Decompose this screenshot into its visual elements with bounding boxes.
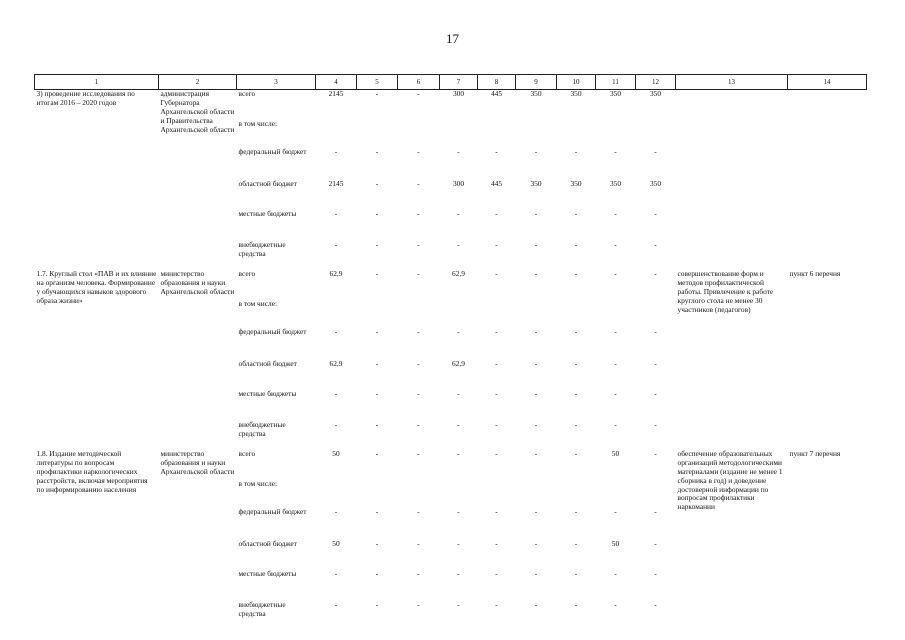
value-cell: -: [614, 327, 617, 336]
value-cell: -: [534, 147, 538, 156]
reference-cell: пункт 6 перечня: [789, 269, 841, 278]
value-cell: [357, 120, 398, 148]
value-cell: [478, 120, 516, 148]
value-cell: -: [334, 600, 338, 609]
executor-cell: министерство образования и науки Архангельской области: [160, 449, 235, 476]
value-cell: -: [417, 240, 420, 249]
value-cell: -: [654, 327, 657, 336]
value-cell: -: [614, 600, 617, 609]
value-cell: 62,9: [329, 359, 343, 368]
value-cell: -: [375, 147, 379, 156]
funding-source-cell: местные бюджеты: [238, 209, 297, 218]
column-header: 10: [557, 75, 596, 90]
value-cell: -: [457, 327, 460, 336]
funding-source-cell: всего: [238, 449, 256, 458]
value-cell: -: [574, 147, 578, 156]
funding-source-cell: местные бюджеты: [238, 569, 297, 578]
value-cell: -: [457, 240, 460, 249]
value-cell: -: [334, 569, 338, 578]
value-cell: -: [457, 209, 460, 218]
value-cell: -: [417, 389, 420, 398]
value-cell: 350: [570, 179, 582, 188]
value-cell: -: [574, 359, 578, 368]
result-cell: совершенствование форм и методов профилактической работы. Привлечение к работе круглого стола не менее 30 участников (педагогов): [677, 269, 774, 314]
value-cell: 50: [611, 539, 620, 548]
value-cell: -: [457, 147, 460, 156]
value-cell: -: [614, 209, 617, 218]
value-cell: -: [534, 359, 538, 368]
value-cell: -: [495, 359, 498, 368]
value-cell: -: [457, 539, 460, 548]
value-cell: -: [654, 209, 657, 218]
value-cell: [398, 300, 440, 328]
value-cell: -: [334, 209, 338, 218]
value-cell: -: [495, 600, 498, 609]
value-cell: -: [417, 359, 420, 368]
value-cell: -: [375, 420, 379, 429]
table-row: [35, 90, 867, 121]
value-cell: -: [574, 507, 578, 516]
value-cell: -: [417, 269, 420, 278]
funding-source-cell: в том числе:: [238, 119, 278, 128]
value-cell: -: [375, 539, 379, 548]
value-cell: -: [654, 569, 657, 578]
value-cell: -: [457, 449, 460, 458]
value-cell: -: [417, 147, 420, 156]
value-cell: [516, 480, 557, 508]
value-cell: [316, 300, 357, 328]
value-cell: -: [375, 240, 379, 249]
column-header: 14: [788, 75, 867, 90]
table-body: [35, 90, 867, 631]
value-cell: -: [654, 240, 657, 249]
value-cell: -: [574, 600, 578, 609]
value-cell: -: [614, 147, 617, 156]
value-cell: 350: [649, 179, 662, 188]
value-cell: 445: [490, 89, 503, 98]
value-cell: [516, 120, 557, 148]
value-cell: -: [495, 327, 498, 336]
value-cell: 350: [609, 89, 622, 98]
reference-cell: [788, 90, 867, 271]
value-cell: -: [417, 569, 420, 578]
funding-source-cell: всего: [238, 269, 256, 278]
column-header: 5: [357, 75, 398, 90]
value-cell: -: [495, 569, 498, 578]
value-cell: 62,9: [452, 359, 465, 368]
column-header: 6: [398, 75, 440, 90]
measure-cell: 1.7. Круглый стол «ПАВ и их влияние на организм человека. Формирование у обучающихся навыков здорового образа жизни»: [36, 269, 157, 305]
value-cell: -: [417, 600, 420, 609]
value-cell: 62,9: [329, 269, 343, 278]
value-cell: -: [334, 507, 338, 516]
value-cell: 350: [530, 89, 542, 98]
value-cell: 350: [570, 89, 582, 98]
value-cell: -: [495, 539, 498, 548]
value-cell: [636, 480, 676, 508]
value-cell: 50: [332, 539, 340, 548]
value-cell: -: [534, 420, 538, 429]
value-cell: -: [457, 600, 460, 609]
value-cell: -: [375, 359, 379, 368]
value-cell: [440, 300, 478, 328]
value-cell: [557, 120, 596, 148]
header-row: [35, 75, 867, 90]
value-cell: -: [417, 89, 420, 98]
value-cell: 350: [530, 179, 542, 188]
value-cell: 300: [452, 179, 465, 188]
value-cell: [596, 480, 636, 508]
value-cell: -: [654, 420, 657, 429]
column-header: 12: [636, 75, 676, 90]
value-cell: -: [334, 389, 338, 398]
value-cell: -: [495, 420, 498, 429]
funding-source-cell: областной бюджет: [238, 539, 297, 548]
page-number: 17: [446, 31, 459, 46]
value-cell: -: [334, 327, 338, 336]
value-cell: -: [417, 209, 420, 218]
value-cell: -: [654, 389, 657, 398]
column-header: 13: [676, 75, 788, 90]
value-cell: 300: [452, 89, 465, 98]
value-cell: -: [534, 449, 538, 458]
funding-source-cell: местные бюджеты: [238, 389, 297, 398]
value-cell: -: [574, 539, 578, 548]
value-cell: 445: [490, 179, 503, 188]
value-cell: -: [375, 269, 379, 278]
value-cell: -: [495, 209, 498, 218]
value-cell: -: [654, 269, 657, 278]
value-cell: [557, 300, 596, 328]
value-cell: -: [375, 600, 379, 609]
value-cell: -: [417, 539, 420, 548]
funding-source-cell: в том числе:: [238, 479, 278, 488]
value-cell: 62,9: [452, 269, 465, 278]
funding-source-cell: всего: [238, 89, 256, 98]
value-cell: 350: [649, 89, 662, 98]
value-cell: -: [457, 507, 460, 516]
value-cell: -: [375, 507, 379, 516]
value-cell: -: [375, 327, 379, 336]
column-header: 3: [237, 75, 316, 90]
value-cell: -: [534, 209, 538, 218]
value-cell: -: [534, 600, 538, 609]
value-cell: -: [534, 507, 538, 516]
value-cell: -: [574, 269, 578, 278]
value-cell: [357, 300, 398, 328]
value-cell: -: [375, 89, 379, 98]
value-cell: 2145: [328, 89, 344, 98]
value-cell: [596, 300, 636, 328]
value-cell: [516, 300, 557, 328]
value-cell: -: [574, 389, 578, 398]
funding-source-cell: федеральный бюджет: [238, 507, 307, 516]
column-header: 4: [316, 75, 357, 90]
reference-cell: пункт 7 перечня: [789, 449, 841, 458]
value-cell: [316, 480, 357, 508]
value-cell: -: [534, 327, 538, 336]
table-row: [35, 450, 867, 480]
value-cell: -: [614, 240, 617, 249]
value-cell: -: [654, 600, 657, 609]
value-cell: -: [534, 240, 538, 249]
table-row: [35, 270, 867, 300]
value-cell: 50: [332, 449, 340, 458]
value-cell: -: [654, 539, 657, 548]
measure-cell: 3) проведение исследования по итогам 2016 – 2020 годов: [36, 89, 135, 107]
value-cell: -: [534, 389, 538, 398]
value-cell: -: [614, 507, 617, 516]
value-cell: -: [334, 240, 338, 249]
value-cell: -: [534, 569, 538, 578]
column-header: 1: [35, 75, 159, 90]
value-cell: -: [495, 240, 498, 249]
value-cell: 350: [609, 179, 622, 188]
value-cell: -: [417, 420, 420, 429]
value-cell: -: [654, 449, 657, 458]
value-cell: -: [614, 269, 617, 278]
value-cell: 2145: [328, 179, 344, 188]
funding-source-cell: областной бюджет: [238, 359, 297, 368]
value-cell: -: [457, 389, 460, 398]
value-cell: -: [417, 179, 420, 188]
funding-source-cell: областной бюджет: [238, 179, 297, 188]
value-cell: -: [334, 147, 338, 156]
value-cell: -: [457, 569, 460, 578]
column-header: 9: [516, 75, 557, 90]
program-table: [34, 74, 867, 630]
value-cell: -: [654, 359, 657, 368]
value-cell: [440, 480, 478, 508]
value-cell: -: [614, 389, 617, 398]
column-header: 8: [478, 75, 516, 90]
value-cell: -: [574, 420, 578, 429]
value-cell: 50: [611, 449, 620, 458]
value-cell: -: [375, 389, 379, 398]
value-cell: -: [457, 420, 460, 429]
value-cell: [316, 120, 357, 148]
value-cell: -: [574, 449, 578, 458]
value-cell: -: [614, 569, 617, 578]
value-cell: -: [495, 269, 498, 278]
value-cell: -: [375, 179, 379, 188]
value-cell: -: [614, 420, 617, 429]
value-cell: -: [574, 327, 578, 336]
column-header: 2: [159, 75, 237, 90]
value-cell: -: [375, 569, 379, 578]
value-cell: [357, 480, 398, 508]
value-cell: -: [417, 449, 420, 458]
value-cell: [557, 480, 596, 508]
value-cell: [398, 480, 440, 508]
funding-source-cell: внебюджетные средства: [238, 600, 286, 618]
value-cell: [478, 300, 516, 328]
funding-source-cell: внебюджетные средства: [238, 420, 286, 438]
value-cell: [478, 480, 516, 508]
value-cell: -: [574, 240, 578, 249]
value-cell: [596, 120, 636, 148]
value-cell: -: [534, 269, 538, 278]
result-cell: [676, 90, 788, 271]
funding-source-cell: внебюджетные средства: [238, 240, 286, 258]
value-cell: -: [495, 507, 498, 516]
funding-source-cell: в том числе:: [238, 299, 278, 308]
value-cell: -: [534, 539, 538, 548]
value-cell: -: [574, 209, 578, 218]
value-cell: -: [654, 507, 657, 516]
value-cell: -: [334, 420, 338, 429]
executor-cell: администрация Губернатора Архангельской области и Правительства Архангельской области: [160, 89, 235, 134]
value-cell: -: [495, 147, 498, 156]
value-cell: [398, 120, 440, 148]
value-cell: [440, 120, 478, 148]
result-cell: обеспечение образовательных организаций методологическими материалами (издание не менее 1 сборника в год) и доведение достоверной информации по вопросам профилактики наркомании: [677, 449, 783, 512]
value-cell: [636, 120, 676, 148]
value-cell: [636, 300, 676, 328]
value-cell: -: [495, 449, 498, 458]
executor-cell: министерство образования и науки Архангельской области: [160, 269, 235, 296]
value-cell: -: [654, 147, 657, 156]
value-cell: -: [375, 209, 379, 218]
measure-cell: 1.8. Издание методической литературы по вопросам профилактики наркологических расстройств, включая мероприятия по информированию населения: [36, 449, 148, 494]
value-cell: -: [495, 389, 498, 398]
value-cell: -: [574, 569, 578, 578]
value-cell: -: [614, 359, 617, 368]
value-cell: -: [417, 327, 420, 336]
column-header: 7: [440, 75, 478, 90]
funding-source-cell: федеральный бюджет: [238, 327, 307, 336]
value-cell: -: [417, 507, 420, 516]
value-cell: -: [375, 449, 379, 458]
funding-source-cell: федеральный бюджет: [238, 147, 307, 156]
column-header: 11: [596, 75, 636, 90]
